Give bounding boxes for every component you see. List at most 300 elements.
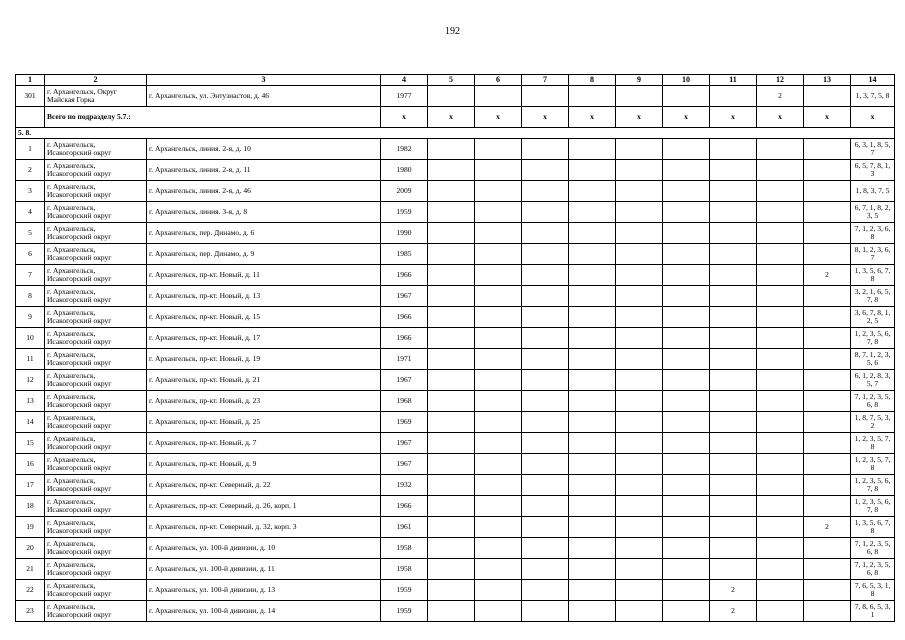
col11-cell: 2 — [710, 580, 757, 601]
empty-cell — [522, 349, 569, 370]
empty-cell — [475, 349, 522, 370]
empty-cell — [522, 538, 569, 559]
col14-line: 5, 6 — [866, 358, 879, 367]
empty-cell — [475, 559, 522, 580]
empty-cell — [428, 517, 475, 538]
empty-cell — [616, 286, 663, 307]
district-line: Исакогорский округ — [47, 358, 112, 367]
empty-cell — [757, 244, 804, 265]
empty-cell — [475, 601, 522, 622]
col13-cell — [804, 559, 851, 580]
empty-cell — [757, 601, 804, 622]
col14-line: 3, 6, 7, 8, 1, — [854, 307, 891, 317]
empty-cell — [569, 559, 616, 580]
empty-cell — [663, 328, 710, 349]
empty-cell — [757, 370, 804, 391]
year-cell: 1958 — [381, 538, 428, 559]
empty-cell — [616, 181, 663, 202]
row-number: 23 — [16, 601, 45, 622]
empty-cell — [616, 265, 663, 286]
empty-cell — [569, 496, 616, 517]
col14-line: 6, 8 — [866, 547, 879, 556]
col14-line: 1, 8, 7, 5, 3, — [854, 412, 891, 422]
header-cell: 4 — [381, 75, 428, 86]
col13-cell — [804, 391, 851, 412]
page-number: 192 — [445, 26, 460, 37]
total-value: x — [804, 107, 851, 128]
empty-cell — [757, 160, 804, 181]
col14-cell — [851, 433, 895, 454]
col14-line: 1, 2, 3, 5, 7, — [854, 454, 891, 464]
empty-cell — [475, 412, 522, 433]
empty-cell — [663, 265, 710, 286]
address-cell: г. Архангельск, пр-кт. Новый, д. 7 — [147, 433, 381, 454]
col11-cell — [710, 265, 757, 286]
header-cell: 7 — [522, 75, 569, 86]
row-number: 6 — [16, 244, 45, 265]
empty-cell — [475, 328, 522, 349]
empty-cell — [616, 517, 663, 538]
empty-cell — [522, 86, 569, 107]
year-cell: 1967 — [381, 286, 428, 307]
col11-cell — [710, 454, 757, 475]
col11-cell — [710, 244, 757, 265]
table-row — [16, 391, 895, 412]
empty-cell — [569, 181, 616, 202]
empty-cell — [710, 86, 757, 107]
district-line: г. Архангельск, — [47, 160, 96, 170]
col13-cell — [804, 139, 851, 160]
col14-line: 1, 3, 5, 6, 7, — [854, 265, 891, 275]
total-row — [16, 107, 895, 128]
empty-cell — [475, 265, 522, 286]
col14-cell — [851, 370, 895, 391]
col14-line: 7, 1, 2, 3, 5, — [854, 538, 891, 548]
col11-cell — [710, 328, 757, 349]
col11-cell — [710, 538, 757, 559]
empty-cell — [757, 412, 804, 433]
district-cell — [45, 433, 147, 454]
col14-cell — [851, 181, 895, 202]
col14-line: 2, 5 — [866, 316, 879, 325]
row-number: 14 — [16, 412, 45, 433]
table-row — [16, 307, 895, 328]
district-line: г. Архангельск, — [47, 265, 96, 275]
address-cell: г. Архангельск, пр-кт. Новый, д. 19 — [147, 349, 381, 370]
empty-cell — [757, 391, 804, 412]
col13-cell — [804, 370, 851, 391]
empty-cell — [616, 244, 663, 265]
year-cell: 1969 — [381, 412, 428, 433]
col11-cell — [710, 181, 757, 202]
empty-cell — [428, 601, 475, 622]
district-line: Исакогорский округ — [47, 442, 112, 451]
total-value: x — [475, 107, 522, 128]
row-number: 7 — [16, 265, 45, 286]
col14-line: 7, 8 — [866, 505, 879, 514]
address-cell: г. Архангельск, пр-кт. Северный, д. 26, корп. 1 — [147, 496, 381, 517]
col11-cell — [710, 559, 757, 580]
col14-cell — [851, 517, 895, 538]
empty-cell — [616, 349, 663, 370]
empty-cell — [428, 496, 475, 517]
col14-cell — [851, 202, 895, 223]
district-line: Исакогорский округ — [47, 505, 112, 514]
empty-cell — [569, 223, 616, 244]
header-cell: 13 — [804, 75, 851, 86]
empty-cell — [757, 307, 804, 328]
col13-cell — [804, 286, 851, 307]
header-cell: 1 — [16, 75, 45, 86]
district-line: г. Архангельск, — [47, 580, 96, 590]
district-line: Исакогорский округ — [47, 400, 112, 409]
col11-cell — [710, 160, 757, 181]
col14-line: 7, 8 — [866, 295, 879, 304]
row-number: 12 — [16, 370, 45, 391]
empty-cell — [569, 433, 616, 454]
district-line: Исакогорский округ — [47, 190, 112, 199]
district-line: г. Архангельск, — [47, 307, 96, 317]
district-cell — [45, 286, 147, 307]
col13-cell — [804, 601, 851, 622]
district-line: г. Архангельск, — [47, 370, 96, 380]
col14-cell — [851, 160, 895, 181]
district-line: г. Архангельск, — [47, 286, 96, 296]
col13-cell — [804, 496, 851, 517]
col14-line: 1 — [870, 610, 875, 619]
col14-line: 6, 1, 2, 8, 3, — [854, 370, 891, 380]
empty-cell — [569, 202, 616, 223]
table-row — [16, 286, 895, 307]
empty-cell — [757, 349, 804, 370]
year-cell: 1932 — [381, 475, 428, 496]
header-cell: 8 — [569, 75, 616, 86]
empty-cell — [757, 223, 804, 244]
empty-cell — [428, 223, 475, 244]
table-row — [16, 517, 895, 538]
address-cell: г. Архангельск, пр-кт. Новый, д. 13 — [147, 286, 381, 307]
district-line: г. Архангельск, — [47, 538, 96, 548]
district-cell — [45, 475, 147, 496]
col14-cell — [851, 286, 895, 307]
empty-cell — [663, 433, 710, 454]
col14-cell — [851, 307, 895, 328]
empty-cell — [663, 244, 710, 265]
year-cell: 1966 — [381, 496, 428, 517]
col11-cell — [710, 349, 757, 370]
empty-cell — [757, 454, 804, 475]
address-cell: г. Архангельск, пр-кт. Северный, д. 22 — [147, 475, 381, 496]
district-line: г. Архангельск, — [47, 517, 96, 527]
district-cell — [45, 349, 147, 370]
col11-cell — [710, 412, 757, 433]
empty-cell — [616, 580, 663, 601]
year-cell: 1971 — [381, 349, 428, 370]
row-number: 18 — [16, 496, 45, 517]
col14-line: 1, 2, 3, 5, 7, — [854, 433, 891, 443]
empty-cell — [757, 517, 804, 538]
district-cell — [45, 223, 147, 244]
year-cell: 1959 — [381, 580, 428, 601]
empty-cell — [663, 517, 710, 538]
address-cell: г. Архангельск, пр-кт. Северный, д. 32, корп. 3 — [147, 517, 381, 538]
empty-cell — [663, 559, 710, 580]
district-line: Исакогорский округ — [47, 274, 112, 283]
year-cell: 1966 — [381, 265, 428, 286]
address-cell: г. Архангельск, ул. 100-й дивизии, д. 11 — [147, 559, 381, 580]
district-line: г. Архангельск, — [47, 433, 96, 443]
col14-cell — [851, 538, 895, 559]
empty-cell — [522, 307, 569, 328]
empty-cell — [522, 391, 569, 412]
address-cell: г. Архангельск, пер. Динамо, д. 9 — [147, 244, 381, 265]
col11-cell — [710, 286, 757, 307]
table-row — [16, 454, 895, 475]
row-number: 22 — [16, 580, 45, 601]
col13-cell: 2 — [804, 265, 851, 286]
row-number: 20 — [16, 538, 45, 559]
empty-cell — [569, 160, 616, 181]
empty-cell — [428, 475, 475, 496]
district-line: Исакогорский округ — [47, 610, 112, 619]
address-cell: г. Архангельск, пр-кт. Новый, д. 23 — [147, 391, 381, 412]
district-line: Исакогорский округ — [47, 421, 112, 430]
district-line: г. Архангельск, — [47, 181, 96, 191]
empty-cell — [475, 580, 522, 601]
col14-line: 7, 1, 2, 3, 5, — [854, 559, 891, 569]
empty-cell — [475, 391, 522, 412]
empty-cell — [569, 412, 616, 433]
address-cell: г. Архангельск, линия. 3-я, д. 8 — [147, 202, 381, 223]
empty-cell — [475, 307, 522, 328]
empty-cell — [428, 391, 475, 412]
row-number: 9 — [16, 307, 45, 328]
district-line: Исакогорский округ — [47, 484, 112, 493]
empty-cell — [616, 475, 663, 496]
col13-cell — [804, 202, 851, 223]
col14-cell — [851, 265, 895, 286]
district-cell — [45, 265, 147, 286]
col14-line: 1, 2, 3, 5, 6, — [854, 328, 891, 338]
year-cell: 1959 — [381, 601, 428, 622]
empty-cell — [663, 580, 710, 601]
empty-cell — [522, 496, 569, 517]
header-cell: 14 — [851, 75, 895, 86]
col14-line: 2 — [870, 421, 875, 430]
empty-cell — [663, 160, 710, 181]
address-cell: г. Архангельск, пер. Динамо, д. 6 — [147, 223, 381, 244]
table-row — [16, 223, 895, 244]
district-cell — [45, 328, 147, 349]
year-cell: 2009 — [381, 181, 428, 202]
empty-cell — [616, 370, 663, 391]
district-line: Исакогорский округ — [47, 232, 112, 241]
district-line: Майская Горка — [47, 95, 95, 104]
empty-cell — [616, 412, 663, 433]
empty-cell — [428, 139, 475, 160]
empty-cell — [428, 307, 475, 328]
district-line: г. Архангельск, — [47, 391, 96, 401]
address-cell: г. Архангельск, ул. 100-й дивизии, д. 13 — [147, 580, 381, 601]
total-value: x — [616, 107, 663, 128]
col11-cell — [710, 475, 757, 496]
empty-cell — [522, 370, 569, 391]
table-row — [16, 160, 895, 181]
district-line: г. Архангельск, — [47, 475, 96, 485]
col14-cell — [851, 139, 895, 160]
empty-cell — [428, 412, 475, 433]
empty-cell — [522, 433, 569, 454]
empty-cell — [616, 307, 663, 328]
col14-cell — [851, 580, 895, 601]
empty-cell — [616, 223, 663, 244]
table-row — [16, 139, 895, 160]
header-cell: 6 — [475, 75, 522, 86]
empty-cell — [475, 139, 522, 160]
empty-cell — [569, 286, 616, 307]
col14-line: 6, 3, 1, 8, 5, — [854, 139, 891, 149]
col14-line: 7, 8 — [866, 337, 879, 346]
empty-cell — [475, 475, 522, 496]
empty-cell — [757, 496, 804, 517]
district-cell — [45, 580, 147, 601]
empty-cell — [522, 181, 569, 202]
empty-cell — [522, 580, 569, 601]
table-row — [16, 349, 895, 370]
col14-line: 3, 2, 1, 6, 5, — [854, 286, 891, 296]
empty-cell — [428, 244, 475, 265]
empty-cell — [616, 433, 663, 454]
empty-cell — [475, 160, 522, 181]
empty-cell — [569, 391, 616, 412]
section-label: 5. 8. — [16, 128, 895, 139]
empty-cell — [428, 433, 475, 454]
empty-cell — [475, 181, 522, 202]
col11-cell — [710, 223, 757, 244]
district-cell — [45, 160, 147, 181]
header-row — [16, 75, 895, 86]
empty-cell — [428, 454, 475, 475]
col14-line: 3 — [870, 169, 875, 178]
col14-line: 7 — [870, 253, 875, 262]
col13-cell — [804, 307, 851, 328]
row-number: 13 — [16, 391, 45, 412]
empty-cell — [475, 202, 522, 223]
district-cell — [45, 559, 147, 580]
col13-cell: 2 — [804, 517, 851, 538]
total-value: x — [757, 107, 804, 128]
district-cell — [45, 454, 147, 475]
district-line: Исакогорский округ — [47, 337, 112, 346]
row-number: 10 — [16, 328, 45, 349]
empty-cell — [522, 139, 569, 160]
col13-cell — [804, 538, 851, 559]
empty-cell — [569, 265, 616, 286]
row-number: 17 — [16, 475, 45, 496]
col14-line: 7, 1, 2, 3, 6, — [854, 223, 891, 233]
col14-line: 7 — [870, 148, 875, 157]
row-number: 21 — [16, 559, 45, 580]
col11-cell — [710, 202, 757, 223]
empty-cell — [428, 202, 475, 223]
district-cell — [45, 202, 147, 223]
col13-cell — [804, 349, 851, 370]
empty-cell — [16, 107, 45, 128]
empty-cell — [569, 538, 616, 559]
header-cell: 9 — [616, 75, 663, 86]
district-cell — [45, 370, 147, 391]
col14-line: 8 — [870, 589, 875, 598]
empty-cell — [428, 265, 475, 286]
col14-line: 8, 1, 2, 3, 6, — [854, 244, 891, 254]
table-row — [16, 202, 895, 223]
empty-cell — [522, 454, 569, 475]
district-line: г. Архангельск, — [47, 559, 96, 569]
empty-cell — [663, 475, 710, 496]
district-cell — [45, 517, 147, 538]
table-row — [16, 412, 895, 433]
header-cell: 11 — [710, 75, 757, 86]
address-cell: г. Архангельск, пр-кт. Новый, д. 15 — [147, 307, 381, 328]
empty-cell — [428, 181, 475, 202]
year-cell: 1980 — [381, 160, 428, 181]
total-value: x — [569, 107, 616, 128]
district-line: Исакогорский округ — [47, 253, 112, 262]
empty-cell — [663, 181, 710, 202]
register-table — [15, 74, 895, 622]
total-value: x — [522, 107, 569, 128]
table-row — [16, 328, 895, 349]
address-cell: г. Архангельск, ул. 100-й дивизии, д. 14 — [147, 601, 381, 622]
header-cell: 3 — [147, 75, 381, 86]
col14-cell — [851, 244, 895, 265]
empty-cell — [663, 86, 710, 107]
empty-cell — [522, 412, 569, 433]
table-row — [16, 496, 895, 517]
table-row — [16, 265, 895, 286]
district-cell — [45, 86, 147, 107]
col14-line: 7, 8, 6, 5, 3, — [854, 601, 891, 611]
empty-cell — [569, 475, 616, 496]
empty-cell — [757, 202, 804, 223]
district-line: Исакогорский округ — [47, 547, 112, 556]
total-value: x — [428, 107, 475, 128]
col13-cell — [804, 328, 851, 349]
col14-cell — [851, 559, 895, 580]
district-line: г. Архангельск, — [47, 454, 96, 464]
col14-line: 1, 8, 3, 7, 5 — [855, 185, 890, 195]
empty-cell — [569, 139, 616, 160]
empty-cell — [616, 139, 663, 160]
year-cell: 1966 — [381, 328, 428, 349]
empty-cell — [757, 139, 804, 160]
empty-cell — [522, 328, 569, 349]
col13-cell — [804, 454, 851, 475]
empty-cell — [522, 601, 569, 622]
empty-cell — [757, 580, 804, 601]
empty-cell — [522, 223, 569, 244]
empty-cell — [616, 328, 663, 349]
table-row — [16, 601, 895, 622]
row-number: 5 — [16, 223, 45, 244]
col14-line: 6, 7, 1, 8, 2, — [854, 202, 891, 212]
empty-cell — [522, 265, 569, 286]
col14-line: 8 — [870, 232, 875, 241]
address-cell: г. Архангельск, линия. 2-я, д. 10 — [147, 139, 381, 160]
col13-cell — [804, 160, 851, 181]
empty-cell — [616, 559, 663, 580]
address-cell: г. Архангельск, пр-кт. Новый, д. 11 — [147, 265, 381, 286]
